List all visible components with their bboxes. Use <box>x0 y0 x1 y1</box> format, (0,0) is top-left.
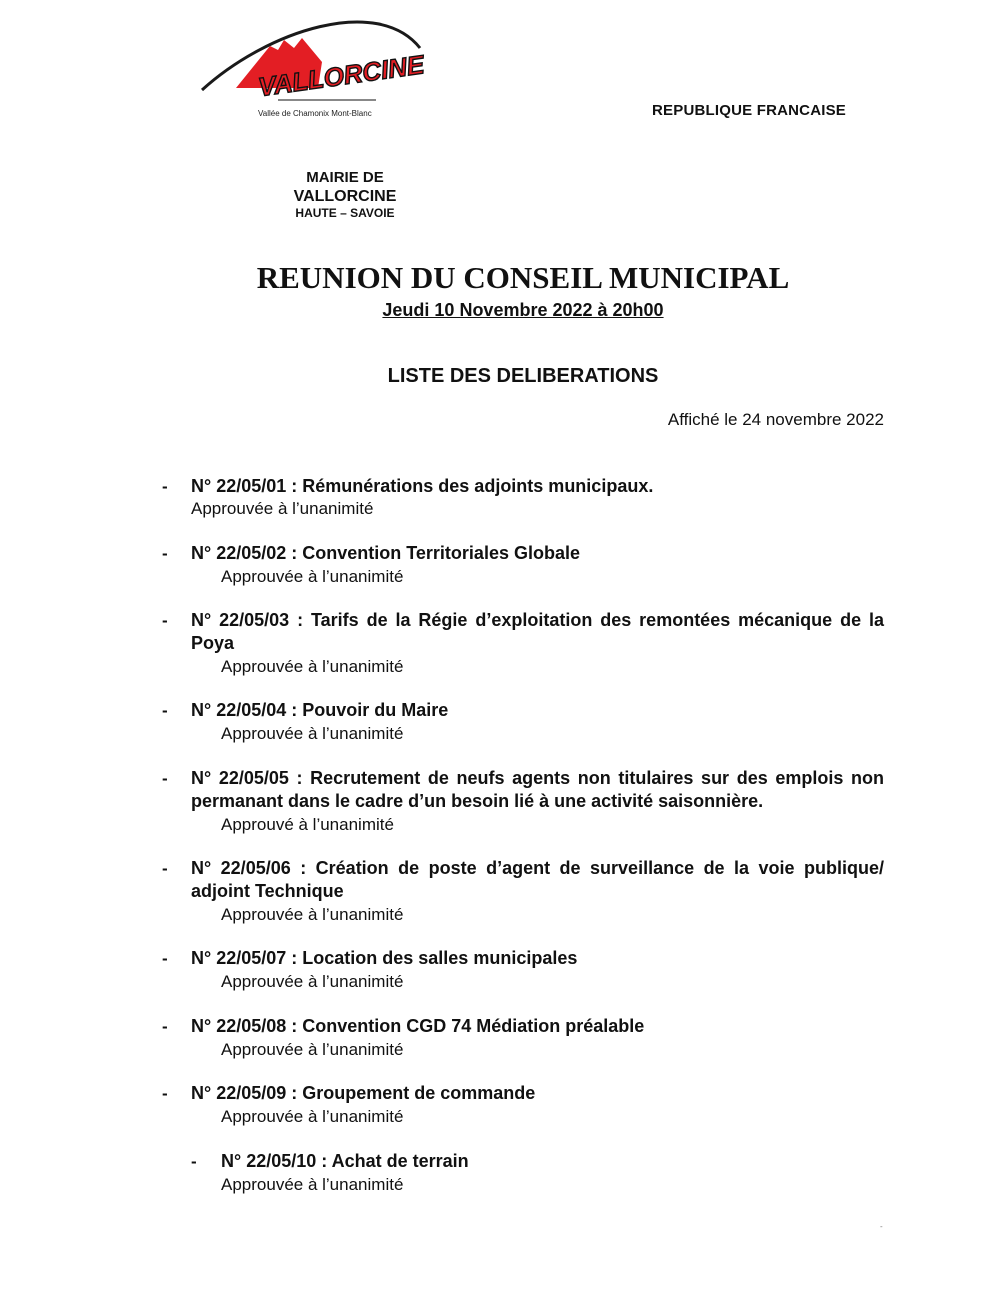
list-dash: - <box>162 477 168 496</box>
deliberation-title: N° 22/05/03 : Tarifs de la Régie d’exploitation des remontées mécanique de la Poya <box>191 610 884 653</box>
deliberation-status: Approuvée à l’unanimité <box>221 567 404 586</box>
deliberation-status: Approuvée à l’unanimité <box>221 657 404 676</box>
mairie-block <box>270 168 420 221</box>
mairie-line1: MAIRIE DE <box>306 169 384 186</box>
mairie-line2: VALLORCINE <box>293 188 397 205</box>
list-dash: - <box>162 769 168 788</box>
deliberation-title: N° 22/05/04 : Pouvoir du Maire <box>191 700 449 720</box>
deliberation-title: N° 22/05/02 : Convention Territoriales Globale <box>191 543 580 563</box>
document-subtitle: Jeudi 10 Novembre 2022 à 20h00 <box>382 300 664 320</box>
list-dash: - <box>162 1084 168 1103</box>
document-title: REUNION DU CONSEIL MUNICIPAL <box>256 260 790 295</box>
list-dash: - <box>162 949 168 968</box>
list-dash: - <box>162 701 168 720</box>
deliberation-status: Approuvée à l’unanimité <box>191 499 374 518</box>
list-dash: - <box>162 611 168 630</box>
republique-label: REPUBLIQUE FRANCAISE <box>652 102 847 119</box>
deliberation-status: Approuvée à l’unanimité <box>221 972 404 991</box>
deliberation-status: Approuvée à l’unanimité <box>221 1175 404 1194</box>
list-dash: - <box>162 544 168 563</box>
list-title: LISTE DES DELIBERATIONS <box>387 365 659 387</box>
vallorcine-logo <box>198 10 433 122</box>
deliberation-status: Approuvée à l’unanimité <box>221 905 404 924</box>
footer-mark: - <box>880 1222 883 1231</box>
list-dash: - <box>191 1152 197 1171</box>
mountain-logo-graphic <box>198 10 433 122</box>
deliberation-status: Approuvé à l’unanimité <box>221 815 394 834</box>
deliberation-title: N° 22/05/08 : Convention CGD 74 Médiation préalable <box>191 1016 645 1036</box>
deliberation-status: Approuvée à l’unanimité <box>221 1107 404 1126</box>
deliberation-title: N° 22/05/05 : Recrutement de neufs agents non titulaires sur des emplois non permanant dans le cadre d’un besoin lié à une activité saisonnière. <box>191 768 884 811</box>
logo-tagline: Vallée de Chamonix Mont-Blanc <box>258 109 372 118</box>
list-dash: - <box>162 859 168 878</box>
deliberation-title: N° 22/05/01 : Rémunérations des adjoints municipaux. <box>191 476 654 496</box>
deliberation-status: Approuvée à l’unanimité <box>221 724 404 743</box>
logo-text: VALLORCINE <box>256 49 426 103</box>
mairie-line3: HAUTE – SAVOIE <box>295 206 395 220</box>
deliberation-status: Approuvée à l’unanimité <box>221 1040 404 1059</box>
deliberation-title: N° 22/05/10 : Achat de terrain <box>221 1151 469 1171</box>
list-dash: - <box>162 1017 168 1036</box>
posted-date: Affiché le 24 novembre 2022 <box>667 410 884 429</box>
deliberation-title: N° 22/05/06 : Création de poste d’agent de surveillance de la voie publique/ adjoint Technique <box>191 858 884 901</box>
deliberation-title: N° 22/05/09 : Groupement de commande <box>191 1083 536 1103</box>
deliberation-title: N° 22/05/07 : Location des salles municipales <box>191 948 578 968</box>
